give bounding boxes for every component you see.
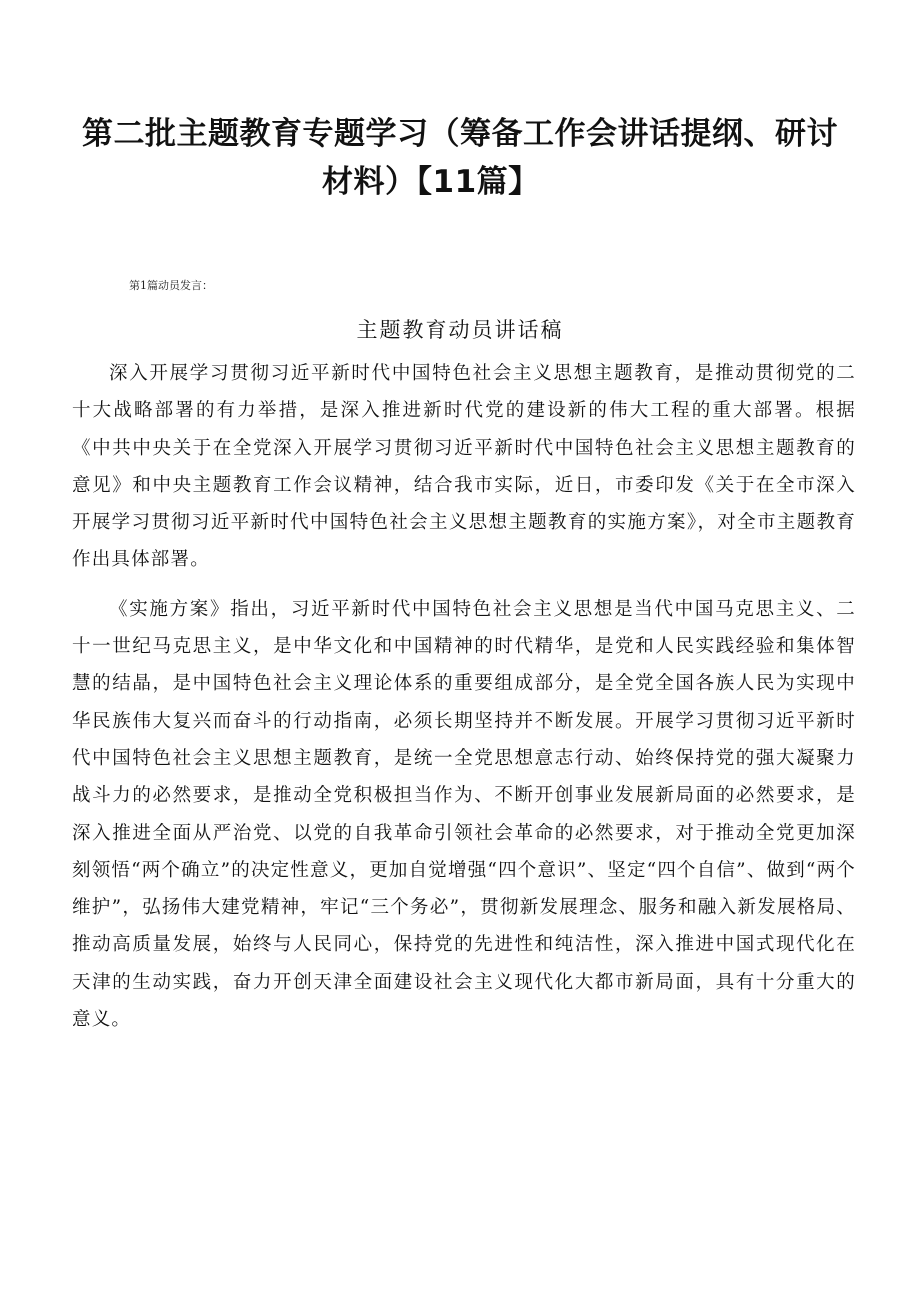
- body-paragraph-2: 《实施方案》指出，习近平新时代中国特色社会主义思想是当代中国马克思主义、二十一世纪马克思主义，是中华文化和中国精神的时代精华，是党和人民实践经验和集体智慧的结晶，是中国特色社会主义理论体系的重要组成部分，是全党全国各族人民为实现中华民族伟大复兴而奋斗的行动指南，必须长期坚持并不断发展。开展学习贯彻习近平新时代中国特色社会主义思想主题教育，是统一全党思想意志行动、始终保持党的强大凝聚力战斗力的必然要求，是推动全党积极担当作为、不断开创事业发展新局面的必然要求，是深入推进全面从严治党、以党的自我革命引领社会革命的必然要求，对于推动全党更加深刻领悟“两个确立”的决定性意义，更加自觉增强“四个意识”、坚定“四个自信”、做到“两个维护”，弘扬伟大建党精神，牢记“三个务必”，贯彻新发展理念、服务和融入新发展格局、推动高质量发展，始终与人民同心，保持党的先进性和纯洁性，深入推进中国式现代化在天津的生动实践，奋力开创天津全面建设社会主义现代化大都市新局面，具有十分重大的意义。: [72, 598, 856, 1031]
- speech-title: 主题教育动员讲话稿: [356, 318, 564, 342]
- body-text: [72, 355, 856, 1038]
- section-label: 第1篇动员发言：: [129, 279, 213, 292]
- document-title-line-1: 第二批主题教育专题学习（筹备工作会讲话提纲、研讨: [82, 116, 838, 152]
- body-paragraph-1: 深入开展学习贯彻习近平新时代中国特色社会主义思想主题教育，是推动贯彻党的二十大战略部署的有力举措，是深入推进新时代党的建设新的伟大工程的重大部署。根据《中共中央关于在全党深入开展学习贯彻习近平新时代中国特色社会主义思想主题教育的意见》和中央主题教育工作会议精神，结合我市实际，近日，市委印发《关于在全市深入开展学习贯彻习近平新时代中国特色社会主义思想主题教育的实施方案》，对全市主题教育作出具体部署。: [72, 363, 856, 571]
- document-title-line-2: 材料）【11篇】: [322, 164, 540, 200]
- document-title: [60, 110, 860, 206]
